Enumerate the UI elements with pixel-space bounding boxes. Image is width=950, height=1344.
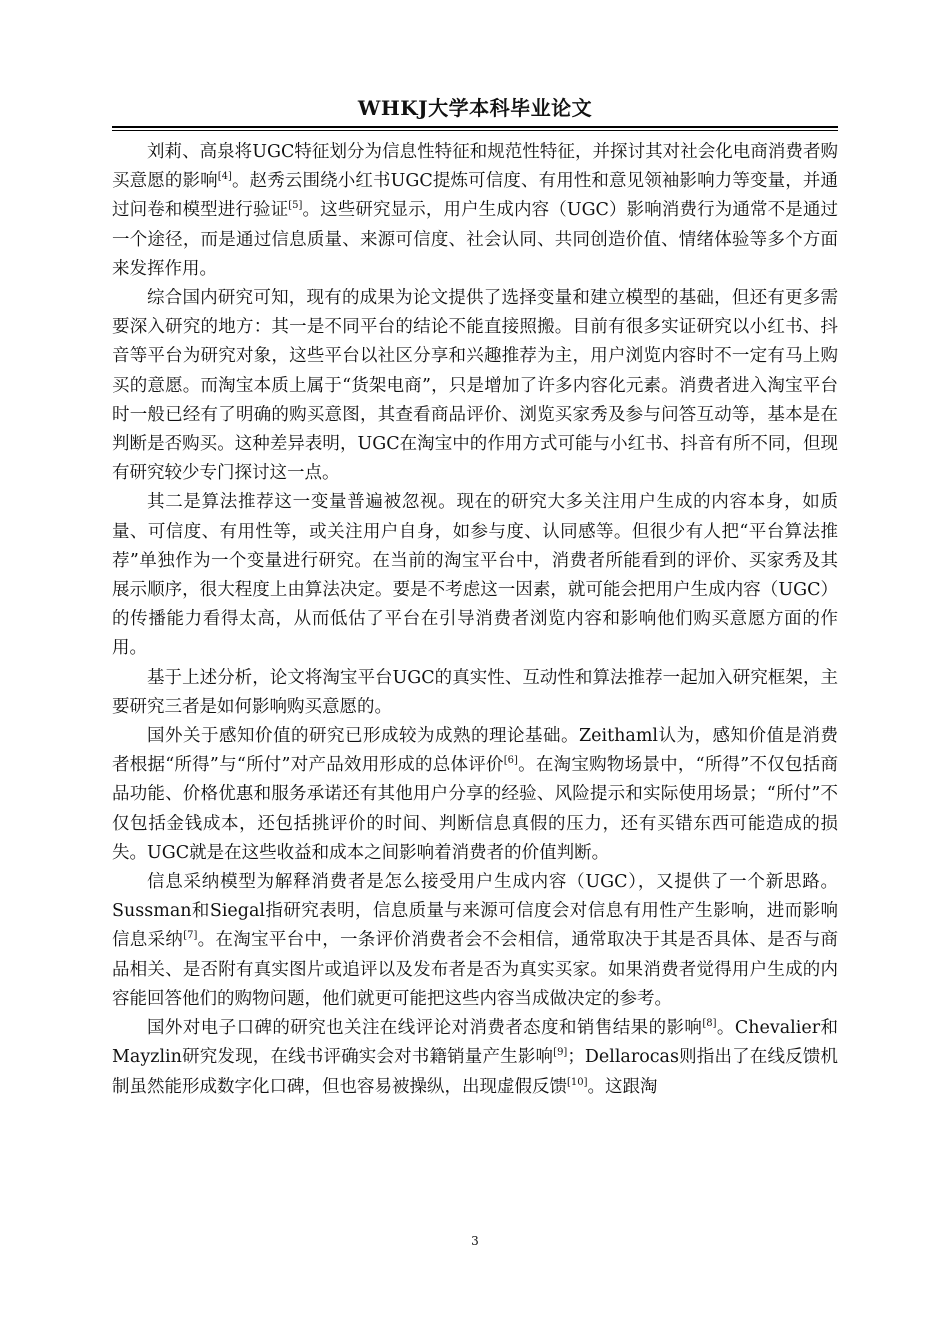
paragraph <box>112 138 838 284</box>
paragraph <box>112 664 838 722</box>
citation-marker: [7] <box>183 930 198 942</box>
paragraph <box>112 868 838 1014</box>
citation-marker: [6] <box>503 755 518 767</box>
paragraph <box>112 1014 838 1102</box>
paragraph-text: 。这跟淘 <box>587 1076 658 1097</box>
citation-marker: [4] <box>217 171 232 183</box>
paragraph-text: 国外关于感知价值的研究已形成较为成熟的理论基础。Zeithaml认为，感知价值是消费者根据“所得”与“所付”对产品效用形成的总体评价 <box>112 726 838 776</box>
paragraph-text: 国外对电子口碑的研究也关注在线评论对消费者态度和销售结果的影响 <box>147 1018 703 1039</box>
citation-marker: [5] <box>288 200 303 212</box>
citation-marker: [9] <box>553 1047 568 1059</box>
page-number: 3 <box>471 1234 479 1248</box>
paragraph-text: 信息采纳模型为解释消费者是怎么接受用户生成内容（UGC），又提供了一个新思路。Sussman和Siegal指研究表明，信息质量与来源可信度会对信息有用性产生影响，进而影响信息采纳 <box>112 872 838 951</box>
paragraph-text: 。在淘宝购物场景中，“所得”不仅包括商品功能、价格优惠和服务承诺还有其他用户分享的经验、风险提示和实际使用场景；“所付”不仅包括金钱成本，还包括挑评价的时间、判断信息真假的压力，还有买错东西可能造成的损失。UGC就是在这些收益和成本之间影响着消费者的价值判断。 <box>112 755 838 863</box>
body-text <box>112 138 838 1102</box>
header-rule-thick <box>112 126 838 128</box>
paragraph-text: 。在淘宝平台中，一条评价消费者会不会相信，通常取决于其是否具体、是否与商品相关、是否附有真实图片或追评以及发布者是否为真实买家。如果消费者觉得用户生成的内容能回答他们的购物问题，他们就更可能把这些内容当成做决定的参考。 <box>112 930 839 1009</box>
paragraph-text: 。这些研究显示，用户生成内容（UGC）影响消费行为通常不是通过一个途径，而是通过信息质量、来源可信度、社会认同、共同创造价值、情绪体验等多个方面来发挥作用。 <box>112 200 839 279</box>
header-rule-thin <box>112 130 838 131</box>
paragraph <box>112 722 838 868</box>
paragraph-text: ；Dellarocas则指出了在线反馈机制虽然能形成数字化口碑，但也容易被操纵，出现虚假反馈 <box>112 1047 839 1097</box>
citation-marker: [8] <box>702 1018 717 1030</box>
paragraph-text: 。赵秀云围绕小红书UGC提炼可信度、有用性和意见领袖影响力等变量，并通过问卷和模型进行验证 <box>112 171 839 221</box>
paragraph-text: 。Chevalier和Mayzlin研究发现，在线书评确实会对书籍销量产生影响 <box>112 1018 838 1068</box>
paragraph <box>112 284 838 488</box>
paragraph-text: 综合国内研究可知，现有的成果为论文提供了选择变量和建立模型的基础，但还有更多需要深入研究的地方：其一是不同平台的结论不能直接照搬。目前有很多实证研究以小红书、抖音等平台为研究对象，这些平台以社区分享和兴趣推荐为主，用户浏览内容时不一定有马上购买的意愿。而淘宝本质上属于“货架电商”，只是增加了许多内容化元素。消费者进入淘宝平台时一般已经有了明确的购买意图，其查看商品评价、浏览买家秀及参与问答互动等，基本是在判断是否购买。这种差异表明，UGC在淘宝中的作用方式可能与小红书、抖音有所不同，但现有研究较少专门探讨这一点。 <box>112 288 838 484</box>
paragraph-text: 其二是算法推荐这一变量普遍被忽视。现在的研究大多关注用户生成的内容本身，如质量、可信度、有用性等，或关注用户自身，如参与度、认同感等。但很少有人把“平台算法推荐”单独作为一个变量进行研究。在当前的淘宝平台中，消费者所能看到的评价、买家秀及其展示顺序，很大程度上由算法决定。要是不考虑这一因素，就可能会把用户生成内容（UGC）的传播能力看得太高，从而低估了平台在引导消费者浏览内容和影响他们购买意愿方面的作用。 <box>112 492 838 659</box>
paragraph-text: 基于上述分析，论文将淘宝平台UGC的真实性、互动性和算法推荐一起加入研究框架，主要研究三者是如何影响购买意愿的。 <box>112 667 838 717</box>
paragraph-text: 刘莉、高泉将UGC特征划分为信息性特征和规范性特征，并探讨其对社会化电商消费者购买意愿的影响 <box>112 142 838 192</box>
page-header-title: WHKJ大学本科毕业论文 <box>357 96 593 120</box>
paragraph <box>112 488 838 663</box>
citation-marker: [10] <box>567 1076 588 1088</box>
